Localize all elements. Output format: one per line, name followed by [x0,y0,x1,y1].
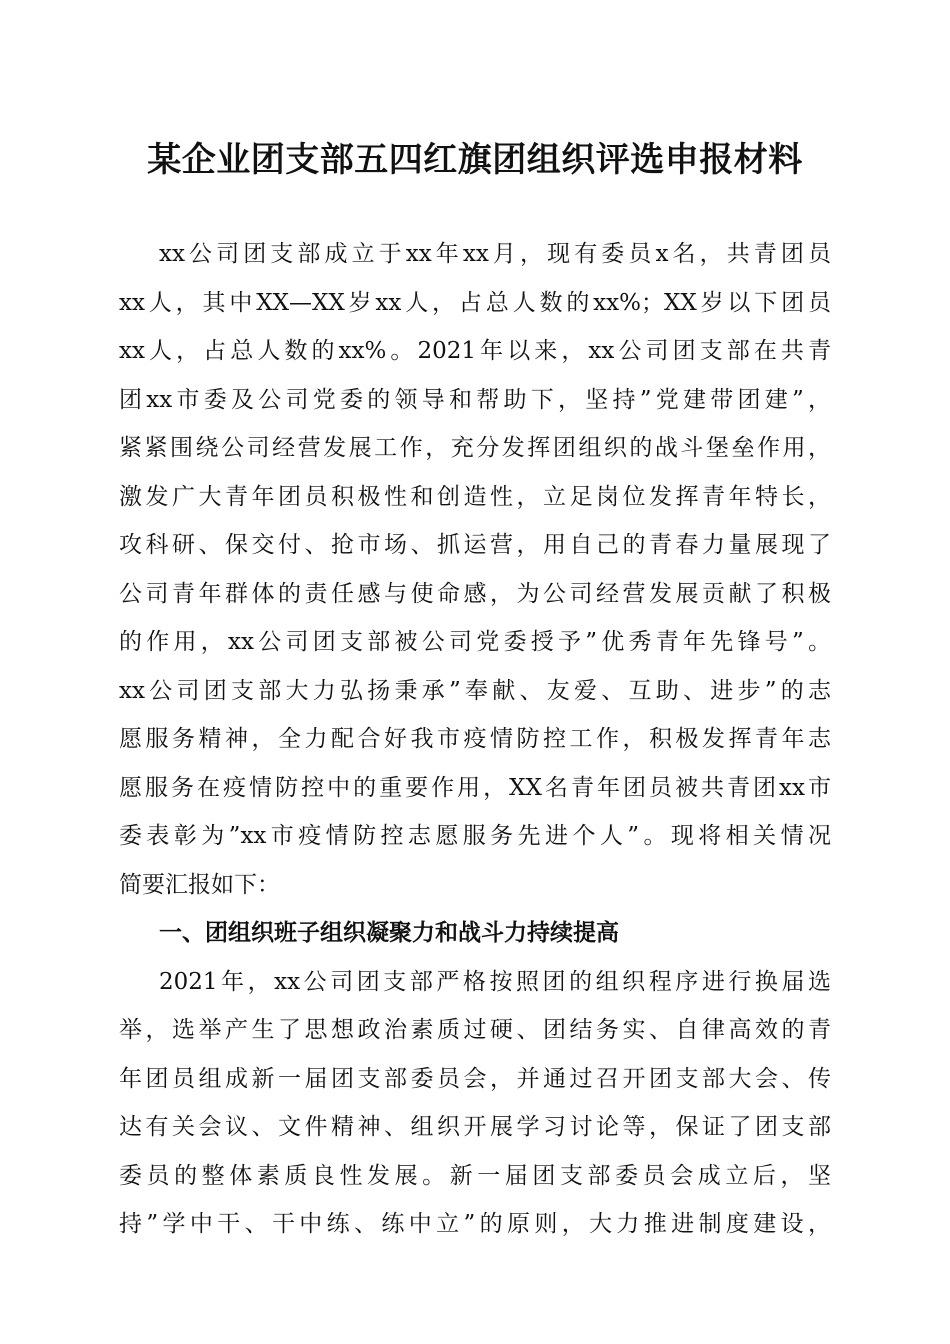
document-title: 某企业团支部五四红旗团组织评选申报材料 [147,140,803,180]
text-line: xx人，占总人数的xx%。2021年以来，xx公司团支部在共青 [119,338,831,364]
text-line: 委员的整体素质良性发展。新一届团支部委员会成立后，坚 [119,1162,831,1189]
text-line: 紧紧围绕公司经营发展工作，充分发挥团组织的战斗堡垒作用， [119,435,831,461]
text-line: 攻科研、保交付、抢市场、抓运营，用自己的青春力量展现了 [119,532,831,558]
text-line: 简要汇报如下： [119,871,280,898]
text-line: 愿服务在疫情防控中的重要作用，XX名青年团员被共青团xx市 [119,774,831,801]
text-line: 激发广大青年团员积极性和创造性，立足岗位发挥青年特长， [119,483,831,510]
text-line: xx公司团支部成立于xx年xx月，现有委员x名，共青团员 [159,241,831,267]
text-line: 持”学中干、干中练、练中立”的原则，大力推进制度建设， [119,1211,831,1237]
paragraph-section1 [119,958,831,1249]
paragraph-intro [119,230,831,909]
text-line: 达有关会议、文件精神、组织开展学习讨论等，保证了团支部 [119,1114,831,1140]
text-line: 公司青年群体的责任感与使命感，为公司经营发展贡献了积极 [119,580,831,607]
text-line: 举，选举产生了思想政治素质过硬、团结务实、自律高效的青 [119,1017,831,1043]
text-line: xx公司团支部大力弘扬秉承”奉献、友爱、互助、进步”的志 [119,677,831,704]
text-line: 团xx市委及公司党委的领导和帮助下，坚持”党建带团建”， [119,386,831,413]
text-line: 愿服务精神，全力配合好我市疫情防控工作，积极发挥青年志 [119,726,831,752]
section-heading: 一、团组织班子组织凝聚力和战斗力持续提高 [159,920,619,946]
document-body [119,230,831,1249]
text-line: 年团员组成新一届团支部委员会，并通过召开团支部大会、传 [119,1065,831,1092]
text-line: 2021年，xx公司团支部严格按照团的组织程序进行换届选 [159,968,831,995]
text-line: xx人，其中XX—XX岁xx人，占总人数的xx%；XX岁以下团员 [119,289,831,316]
text-line: 委表彰为”xx市疫情防控志愿服务先进个人”。现将相关情况 [119,823,831,849]
text-line: 的作用，xx公司团支部被公司党委授予”优秀青年先锋号”。 [119,629,831,655]
